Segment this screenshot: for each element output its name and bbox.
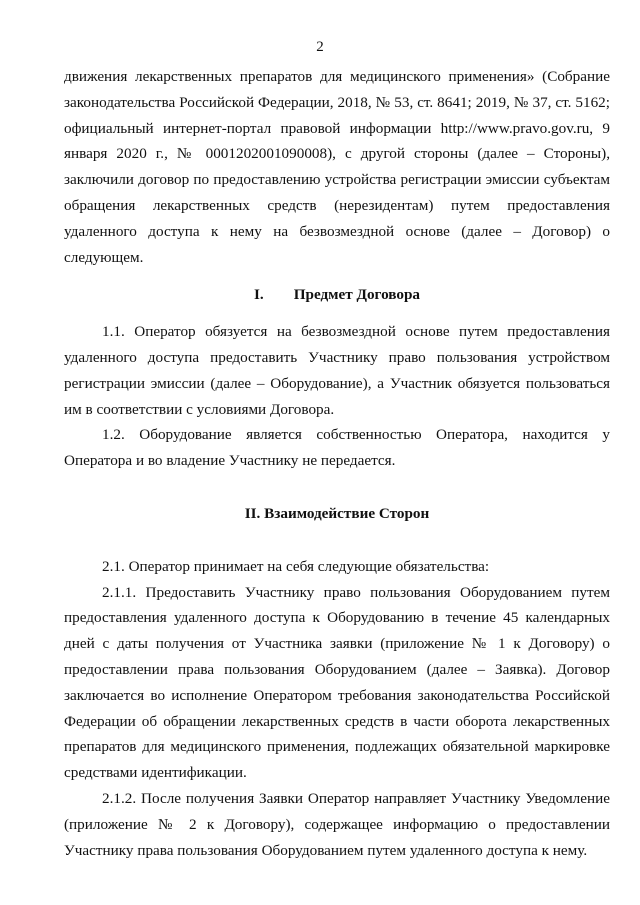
section-1-heading (64, 282, 610, 308)
clause-2-1-2: 2.1.2. После получения Заявки Оператор направляет Участнику Уведомление (приложение № 2 к Договору), содержащее информацию о предоставлении Участнику права пользования Оборудованием путем удаленного доступа к нему. (64, 789, 610, 859)
page-number: 2 (316, 39, 324, 55)
section-1-title: Предмет Договора (293, 286, 421, 304)
section-1-numeral: I. (253, 286, 264, 304)
section-spacer (64, 474, 610, 501)
intro-paragraph: движения лекарственных препаратов для медицинского применения» (Собрание законодательства Российской Федерации, 2018, № 53, ст. 8641; 2019, № 37, ст. 5162; официальный интернет-портал правовой информации http://www.pravo.gov.ru, 9 января 2020 г., № 0001202001090008), с другой стороны (далее – Стороны), заключили договор по предоставлению устройства регистрации эмиссии субъектам обращения лекарственных средств (нерезидентам) путем предоставления удаленного доступа к нему на безвозмездной основе (далее – Договор) о следующем. (64, 68, 610, 266)
document-body (64, 64, 610, 863)
section-2-heading: II. Взаимодействие Сторон (244, 504, 430, 522)
clause-2-1: 2.1. Оператор принимает на себя следующие обязательства: (102, 557, 490, 575)
clause-1-1: 1.1. Оператор обязуется на безвозмездной основе путем предоставления удаленного доступа предоставить Участнику право пользования устройством регистрации эмиссии (далее – Оборудование), а Участник обязуется пользоваться им в соответствии с условиями Договора. (64, 323, 610, 418)
clause-2-1-1: 2.1.1. Предоставить Участнику право пользования Оборудованием путем предоставления удаленного доступа к Оборудованию в течение 45 календарных дней с даты получения от Участника заявки (приложение № 1 к Договору) о предоставлении права пользования Оборудованием (далее – Заявка). Договор заключается во исполнение Оператором требования законодательства Российской Федерации об обращении лекарственных средств в части оборота лекарственных препаратов для медицинского применения, подлежащих обязательной маркировке средствами идентификации. (64, 583, 610, 782)
clause-1-2: 1.2. Оборудование является собственностью Оператора, находится у Оператора и во владение Участнику не передается. (64, 426, 610, 470)
